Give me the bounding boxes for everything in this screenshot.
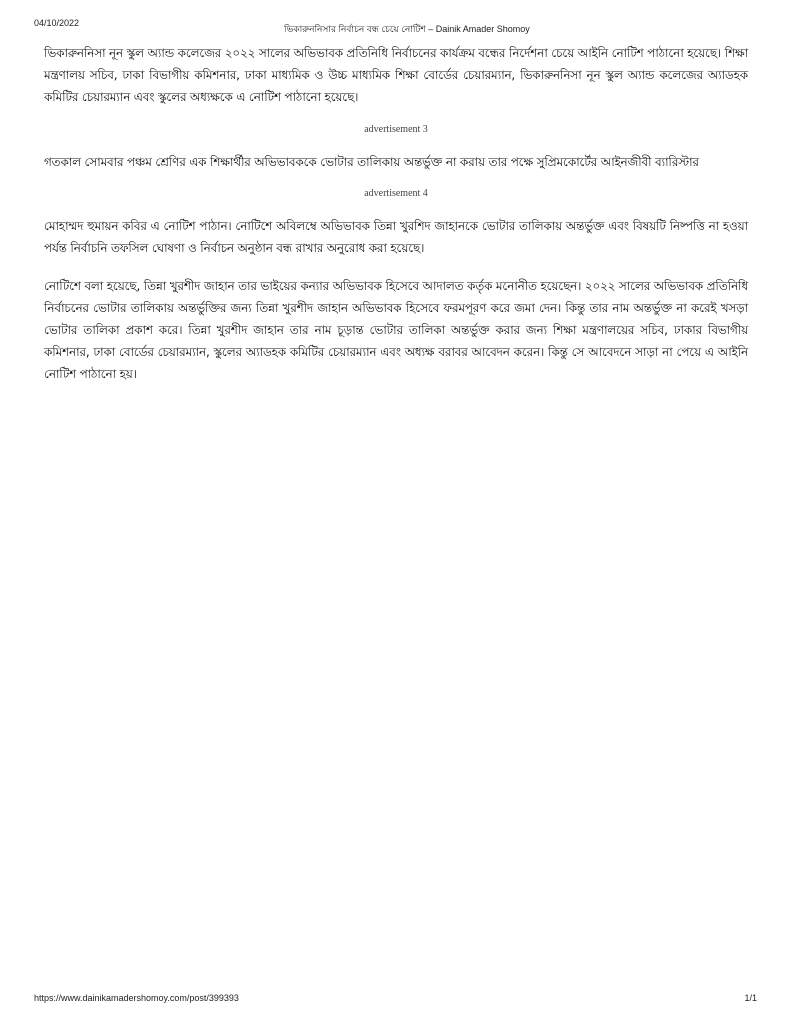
article-paragraph: নোটিশে বলা হয়েছে, তিন্না খুরশীদ জাহান তার ভাইয়ের কন্যার অভিভাবক হিসেবে আদালত কর্তৃক মনোনীত হয়েছেন। ২০২২ সালের অভিভাবক প্রতিনিধি নির্বাচনের ভোটার তালিকায় অন্তর্ভুক্তির জন্য তিন্না খুরশীদ জাহান অভিভাবক হিসেবে ফরমপূরণ করে জমা দেন। কিন্তু তার নাম অন্তর্ভুক্ত না করেই খসড়া ভোটার তালিকা প্রকাশ করে। তিন্না খুরশীদ জাহান তার নাম চূড়ান্ত ভোটার তালিকা অন্তর্ভুক্ত করার জন্য শিক্ষা মন্ত্রণালয়ের সচিব, ঢাকার বিভাগীয় কমিশনার, ঢাকা বোর্ডের চেয়ারম্যান, স্কুলের অ্যাডহক কমিটির চেয়ারম্যান এবং অধ্যক্ষ বরাবর আবেদন করেন। কিন্তু সে আবেদনে সাড়া না পেয়ে এ আইনি নোটিশ পাঠানো হয়।: [44, 279, 748, 381]
page-url: https://www.dainikamadershomoy.com/post/399393: [34, 993, 239, 1003]
print-footer: [34, 993, 757, 1007]
article-paragraph: গতকাল সোমবার পঞ্চম শ্রেণির এক শিক্ষার্থীর অভিভাবককে ভোটার তালিকায় অন্তর্ভুক্ত না করায় তার পক্ষে সুপ্রিমকোর্টের আইনজীবী ব্যারিস্টার: [44, 155, 699, 169]
print-date: 04/10/2022: [34, 18, 80, 28]
article-paragraph: ভিকারুননিসা নূন স্কুল অ্যান্ড কলেজের ২০২২ সালের অভিভাবক প্রতিনিধি নির্বাচনের কার্যক্রম বন্ধের নির্দেশনা চেয়ে আইনি নোটিশ পাঠানো হয়েছে। শিক্ষা মন্ত্রণালয় সচিব, ঢাকা বিভাগীয় কমিশনার, ঢাকা মাধ্যমিক ও উচ্চ মাধ্যমিক শিক্ষা বোর্ডের চেয়ারম্যান, ভিকারুননিসা নূন স্কুল অ্যান্ড কলেজের অ্যাডহক কমিটির চেয়ারম্যান এবং স্কুলের অধ্যক্ষকে এ নোটিশ পাঠানো হয়েছে।: [44, 46, 748, 104]
article-paragraph: মোহাম্মদ হুমায়ন কবির এ নোটিশ পাঠান। নোটিশে অবিলম্বে অভিভাবক তিন্না খুরশিদ জাহানকে ভোটার তালিকায় অন্তর্ভুক্ত এবং বিষয়টি নিষ্পত্তি না হওয়া পর্যন্ত নির্বাচনি তফসিল ঘোষণা ও নির্বাচন অনুষ্ঠান বন্ধ রাখার অনুরোধ করা হয়েছে।: [44, 219, 748, 255]
print-header: [34, 18, 757, 32]
page-number: 1/1: [744, 993, 757, 1003]
advertisement-placeholder: advertisement 3: [364, 124, 428, 135]
advertisement-placeholder: advertisement 4: [364, 188, 428, 199]
article-body: [44, 42, 748, 385]
page-title: ভিকারুননিসার নির্বাচন বন্ধ চেয়ে নোটিশ – Dainik Amader Shomoy: [284, 24, 530, 34]
